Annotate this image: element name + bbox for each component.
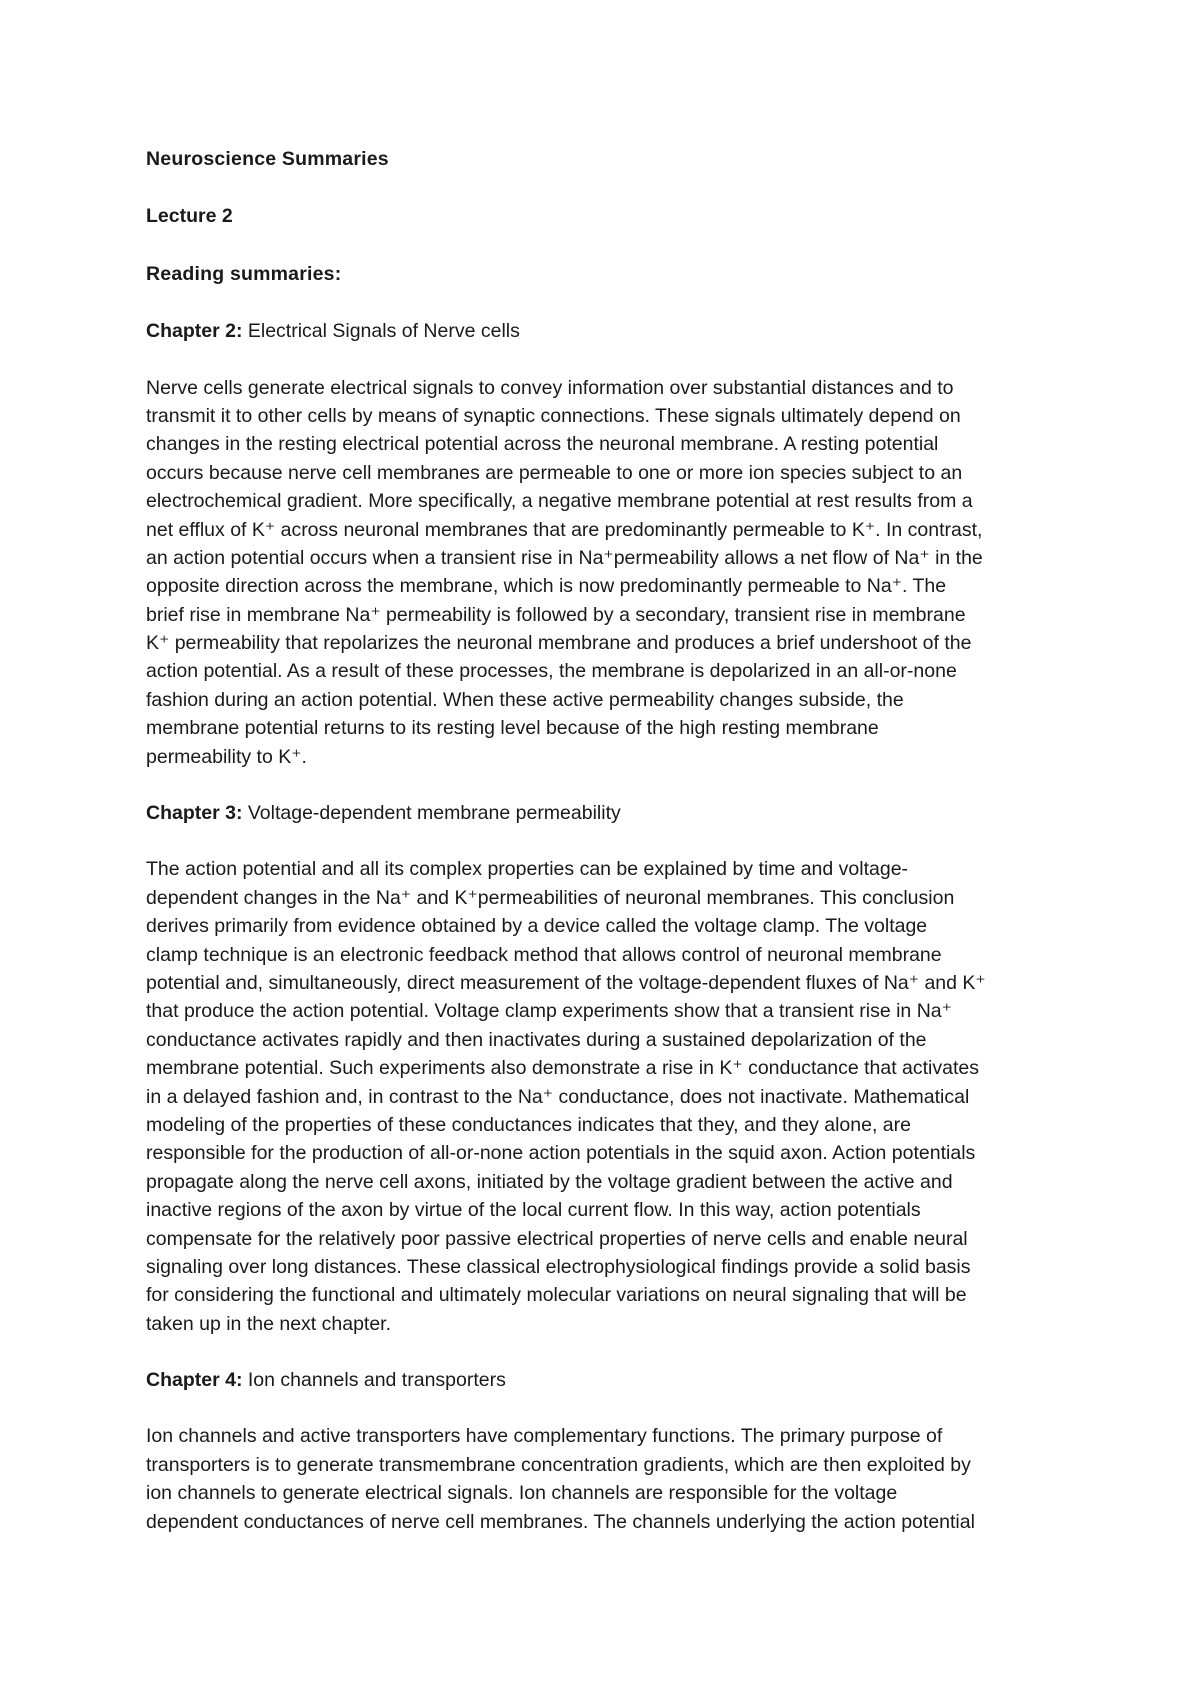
paragraph-line: conductance activates rapidly and then inactivates during a sustained depolarization of the — [146, 1028, 927, 1051]
paragraph-line: dependent changes in the Na⁺ and K⁺permeabilities of neuronal membranes. This conclusion — [146, 886, 955, 909]
chapter-heading — [146, 799, 1066, 827]
paragraph-line: The action potential and all its complex properties can be explained by time and voltage- — [146, 858, 909, 881]
chapter-title: Electrical Signals of Nerve cells — [242, 320, 520, 343]
chapter-summary-paragraph — [146, 1422, 1066, 1536]
paragraph-line: net efflux of K⁺ across neuronal membranes that are predominantly permeable to K⁺. In contrast, — [146, 518, 983, 541]
paragraph-line: modeling of the properties of these conductances indicates that they, and they alone, are — [146, 1113, 911, 1136]
paragraph-line: opposite direction across the membrane, which is now predominantly permeable to Na⁺. The — [146, 575, 947, 598]
paragraph-line: transmit it to other cells by means of synaptic connections. These signals ultimately depend on — [146, 404, 961, 427]
paragraph-line: that produce the action potential. Voltage clamp experiments show that a transient rise in Na⁺ — [146, 1000, 952, 1023]
paragraph-line: an action potential occurs when a transient rise in Na⁺permeability allows a net flow of Na⁺ in the — [146, 546, 983, 569]
paragraph-line: occurs because nerve cell membranes are permeable to one or more ion species subject to an — [146, 461, 963, 484]
paragraph-line: potential and, simultaneously, direct measurement of the voltage-dependent fluxes of Na⁺ and K⁺ — [146, 971, 986, 994]
paragraph-line: taken up in the next chapter. — [146, 1312, 392, 1335]
paragraph-line: membrane potential. Such experiments also demonstrate a rise in K⁺ conductance that activates — [146, 1057, 979, 1080]
paragraph-line: electrochemical gradient. More specifically, a negative membrane potential at rest results from a — [146, 490, 973, 513]
paragraph-line: clamp technique is an electronic feedback method that allows control of neuronal membrane — [146, 943, 942, 966]
paragraph-line: action potential. As a result of these processes, the membrane is depolarized in an all-or-none — [146, 660, 957, 683]
paragraph-line: dependent conductances of nerve cell membranes. The channels underlying the action potential — [146, 1510, 975, 1533]
paragraph-line: for considering the functional and ultimately molecular variations on neural signaling that will be — [146, 1284, 967, 1307]
chapter-label: Chapter 2: — [146, 320, 243, 343]
paragraph-line: Ion channels and active transporters have complementary functions. The primary purpose of — [146, 1425, 943, 1448]
paragraph-line: signaling over long distances. These classical electrophysiological findings provide a solid basis — [146, 1255, 971, 1278]
chapter-title: Voltage-dependent membrane permeability — [242, 802, 621, 825]
paragraph-line: membrane potential returns to its resting level because of the high resting membrane — [146, 717, 879, 740]
paragraph-line: changes in the resting electrical potential across the neuronal membrane. A resting potential — [146, 433, 939, 456]
paragraph-line: responsible for the production of all-or-none action potentials in the squid axon. Action potentials — [146, 1142, 976, 1165]
lecture-heading: Lecture 2 — [146, 205, 233, 228]
chapter-label: Chapter 4: — [146, 1369, 243, 1392]
document-title: Neuroscience Summaries — [146, 148, 389, 170]
paragraph-line: permeability to K⁺. — [146, 745, 307, 768]
reading-summaries-heading: Reading summaries: — [146, 262, 342, 285]
paragraph-line: transporters is to generate transmembrane concentration gradients, which are then exploited by — [146, 1453, 971, 1476]
paragraph-line: propagate along the nerve cell axons, initiated by the voltage gradient between the active and — [146, 1170, 953, 1193]
paragraph-line: ion channels to generate electrical signals. Ion channels are responsible for the voltage — [146, 1482, 898, 1505]
paragraph-line: derives primarily from evidence obtained by a device called the voltage clamp. The voltage — [146, 915, 928, 938]
chapter-summary-paragraph — [146, 855, 1066, 1338]
paragraph-line: compensate for the relatively poor passive electrical properties of nerve cells and enable neural — [146, 1227, 968, 1250]
chapters-container — [146, 317, 1066, 1536]
paragraph-line: in a delayed fashion and, in contrast to the Na⁺ conductance, does not inactivate. Mathematical — [146, 1085, 970, 1108]
paragraph-line: fashion during an action potential. When these active permeability changes subside, the — [146, 688, 904, 711]
chapter-label: Chapter 3: — [146, 802, 243, 825]
chapter-title: Ion channels and transporters — [242, 1369, 506, 1392]
paragraph-line: brief rise in membrane Na⁺ permeability is followed by a secondary, transient rise in membrane — [146, 603, 966, 626]
paragraph-line: Nerve cells generate electrical signals to convey information over substantial distances and to — [146, 376, 954, 399]
chapter-summary-paragraph — [146, 374, 1066, 771]
document-body — [146, 145, 1066, 1564]
chapter-heading — [146, 1366, 1066, 1394]
chapter-heading — [146, 317, 1066, 345]
paragraph-line: K⁺ permeability that repolarizes the neuronal membrane and produces a brief undershoot of the — [146, 632, 972, 655]
paragraph-line: inactive regions of the axon by virtue of the local current flow. In this way, action potentials — [146, 1199, 921, 1222]
